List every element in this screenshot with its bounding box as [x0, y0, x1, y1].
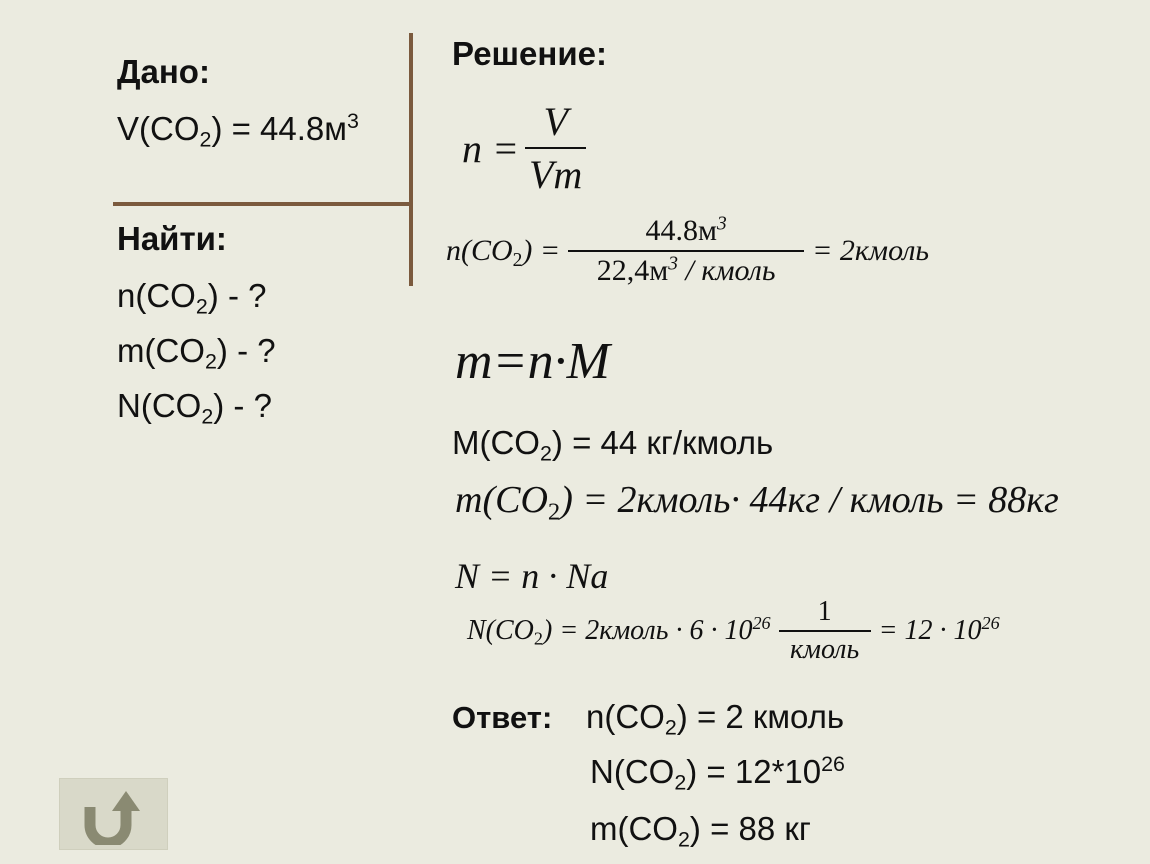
formula-n: n = $\frac{V}{Vm}$ — [462, 98, 586, 198]
given-heading: Дано: — [117, 53, 210, 90]
vertical-divider — [409, 33, 413, 286]
answer-N: $N(CO_2) = 12*10^{26}$ — [590, 752, 845, 795]
horizontal-divider — [113, 202, 413, 206]
u-turn-arrow-icon — [82, 785, 146, 845]
given-volume: $V(CO_2) = 44.8м^3$ — [117, 109, 359, 152]
formula-m: m=n·M — [455, 333, 610, 390]
calc-N: $N(CO_2)$ = 2кмоль · $6 \cdot 10^{26}$ $\frac{1}{\text{кмоль}}$ = $12 \cdot 10^{26}$ — [467, 596, 1000, 665]
molar-mass: $M(CO_2) = 44$ кг/кмоль — [452, 424, 774, 466]
answer-m: $m(CO_2) = 88$ кг — [590, 810, 811, 852]
answer-n: $n(CO_2) = 2$ кмоль — [586, 698, 845, 740]
solution-heading: Решение: — [452, 35, 607, 72]
find-heading: Найти: — [117, 220, 227, 257]
formula-N: N = n · Na — [455, 556, 609, 596]
calc-n: $n(CO_2)$ = $\frac{44.8м^3}{22,4м^3 / кмоль}$ = 2кмоль — [446, 213, 930, 287]
answer-label: Ответ: — [452, 700, 553, 735]
back-button[interactable] — [59, 778, 168, 850]
find-item-n: $n(CO_2)$ - ? — [117, 277, 267, 319]
find-item-m: $m(CO_2)$ - ? — [117, 332, 276, 374]
find-item-N: $N(CO_2)$ - ? — [117, 387, 272, 429]
calc-m: $m(CO_2)$ = 2кмоль· 44кг / кмоль = 88кг — [455, 479, 1059, 526]
